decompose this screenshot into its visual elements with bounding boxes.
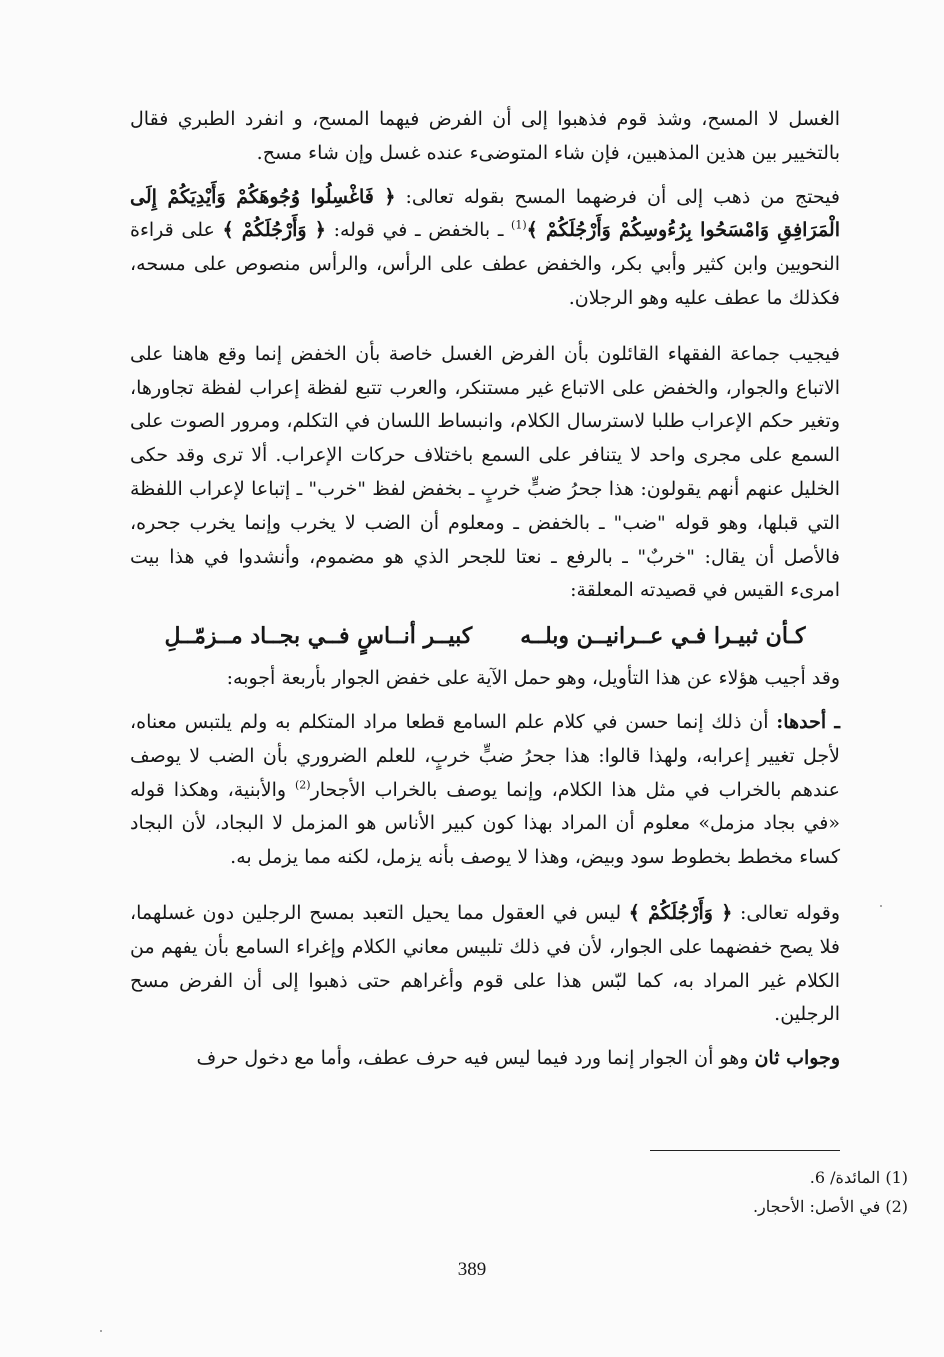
second-answer-heading: وجواب ثان [754,1047,840,1070]
paragraph-7-text-a: وهو أن الجوار إنما ورد فيما ليس فيه حرف عطف، وأما مع دخول حرف [196,1047,755,1070]
verse-second-hemistich: كبيــر أنــاسٍ فــي بجــاد مــزمّــلِ [164,623,473,650]
scan-speck [100,1330,102,1332]
paragraph-6-text-a: وقوله تعالى: [732,901,840,924]
paragraph-5 [130,706,840,875]
paragraph-5-text-a: أن ذلك إنما حسن في كلام علم السامع قطعا مراد المتكلم به ولم يلتبس معناه، لأجل تغيير إعرابه، ولهذا قالوا: هذا جحرُ ضبٍّ خربٍ، للعلم الضروري بأن الضب لا يوصف عندهم بالخراب في مثل هذا الكلام، وإنما يوصف بالخراب الأجحار [130,710,840,801]
quran-quote-2: ﴿ وَأَرْجُلَكُمْ ﴾ [222,219,326,242]
paragraph-1: الغسل لا المسح، وشذ قوم فذهبوا إلى أن الفرض فيهما المسح، و انفرد الطبري فقال بالتخيير بين هذين المذهبين، فإن شاء المتوضىء عنده غسل وإن شاء مسح. [130,108,840,164]
paragraph-2 [130,181,840,316]
paragraph-2-text-b: ـ بالخفض ـ في قوله: [325,219,512,242]
paragraph-5-text-b: والأبنية، وهكذا قوله «في بجاد مزمل» معلوم أن المراد بهذا كون كبير الأناس هو المزمل لا البجاد، لأن البجاد كساء مخطط بخطوط سود وبيض، وهذا لا يوصف بأنه يزمل، لكنه مما يزمل به. [130,778,840,869]
quran-quote-3: ﴿ وَأَرْجُلَكُمْ ﴾ [628,901,733,924]
footnotes [500,1162,908,1223]
paragraph-4: وقد أجيب هؤلاء عن هذا التأويل، وهو حمل الآية على خفض الجوار بأربعة أجوبه: [226,667,840,690]
paragraph-2-text-c: على قراءة النحويين وابن كثير وأبي بكر، والخفض عطف على الرأس، والرأس منصوص على مسحه، فكذلك ما عطف عليه وهو الرجلان. [130,219,840,309]
paragraph-7 [130,1042,840,1076]
scan-speck [880,905,882,907]
footnote-ref-2: (2) [294,778,311,792]
verse-first-hemistich: كـأن ثبيـرا فـي عــرانيــن وبلــه [520,623,806,650]
first-answer-heading: ـ أحدها: [776,710,840,733]
footnote-ref-1: (1) [511,219,527,233]
page-number: 389 [457,1259,487,1280]
paragraph-3: فيجيب جماعة الفقهاء القائلون بأن الفرض الغسل خاصة بأن الخفض إنما وقع هاهنا على الاتباع والجوار، والخفض على الاتباع غير مستنكر، والعرب تتبع لفظة إعراب لفظة تجاورها، وتغير حكم الإعراب طلبا لاسترسال الكلام، وانبساط اللسان في التكلم، ومرور الصوت على السمع على مجرى واحد لا يتنافر على السمع باختلاف حركات الإعراب. ألا ترى وقد حكى الخليل عنهم أنهم يقولون: هذا جحرُ ضبٍّ خربٍ ـ بخفض لفظ "خرب" ـ إتباعا لإعراب اللفظة التي قبلها، وهو قوله "ضب" ـ بالخفض ـ ومعلوم أن الضب لا يخرب وإنما يخرب جحره، فالأصل أن يقال: "خربٌ" ـ بالرفع ـ نعتا للجحر الذي هو مضموم، وأنشدوا في هذا بيت امرىء القيس في قصيدته المعلقة: [130,342,840,602]
footnote-divider [650,1150,840,1151]
footnote-2: (2) في الأصل: الأحجار. [752,1197,908,1216]
paragraph-6-text-b: ليس في العقول مما يحيل التعبد بمسح الرجلين دون غسلهما، فلا يصح خفضهما على الجوار، لأن في ذلك تلبيس معاني الكلام وإغراء السامع بأن يفهم من الكلام غير المراد به، كما لبّس هذا على قوم وأغراهم حتى ذهبوا إلى أن الفرض مسح الرجلين. [130,901,840,1026]
main-text-column [130,103,840,1076]
paragraph-2-text-a: فيحتج من ذهب إلى أن فرضهما المسح بقوله تعالى: [395,185,841,208]
paragraph-6 [130,897,840,1032]
quran-quote-1: ﴿ فَاغْسِلُوا وُجُوهَكُمْ وَأَيْدِيَكُمْ إِلَى الْمَرَافِقِ وَامْسَحُوا بِرُءُوسِكُمْ وَأَرْجُلَكُمْ ﴾ [130,185,840,242]
footnote-1: (1) المائدة/ 6. [809,1168,908,1187]
poetry-verse [130,616,840,656]
